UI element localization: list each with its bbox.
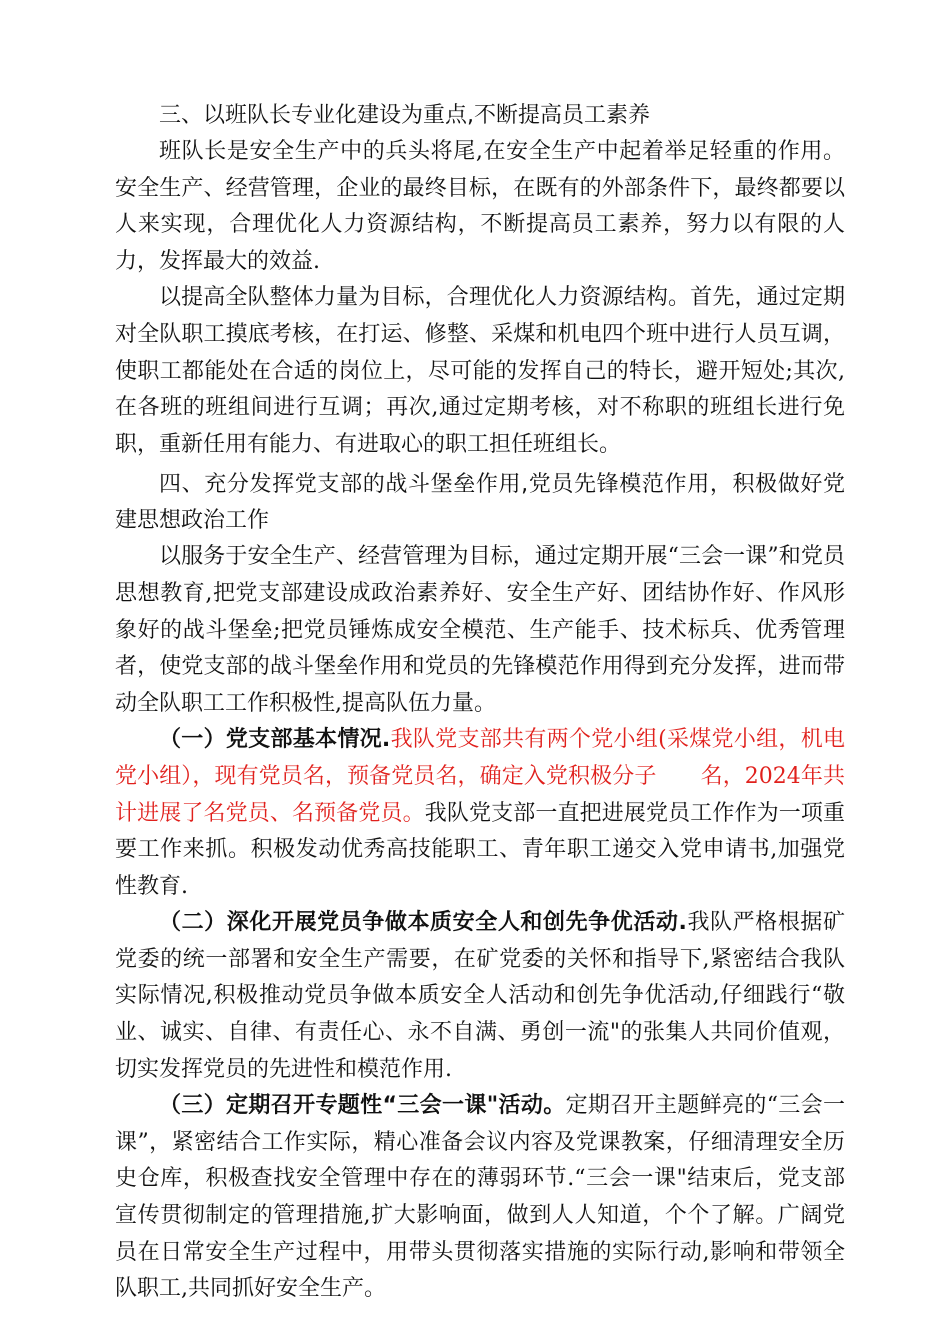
item-3-text: 定期召开主题鲜亮的“三会一课”，紧密结合工作实际，精心准备会议内容及党课教案，仔细清理安全历史仓库，积极查找安全管理中存在的薄弱环节.“三会一课"结束后，党支部宣传贯彻制定的管理措施,扩大影响面，做到人人知道，个个了解。广阔党员在日常安全生产过程中，用带头贯彻落实措施的实际行动,影响和带领全队职工,共同抓好安全生产。 [115, 1093, 845, 1302]
section-4-item-1 [115, 722, 845, 905]
section-4-item-3 [115, 1088, 845, 1308]
section-4-intro: 以服务于安全生产、经营管理为目标，通过定期开展“三会一课”和党员思想教育,把党支部建设成政治素养好、安全生产好、团结协作好、作风形象好的战斗堡垒;把党员锤炼成安全模范、生产能手、技术标兵、优秀管理者，使党支部的战斗堡垒作用和党员的先锋模范作用得到充分发挥，进而带动全队职工工作积极性,提高队伍力量。 [115, 544, 845, 716]
item-2-text: 我队严格根据矿党委的统一部署和安全生产需要，在矿党委的关怀和指导下,紧密结合我队实际情况,积极推动党员争做本质安全人活动和创先争优活动,仔细践行“敬业、诚实、自律、有责任心、永不自满、勇创一流"的张集人共同价值观，切实发挥党员的先进性和模范作用. [115, 910, 845, 1082]
section-3-paragraph-2: 以提高全队整体力量为目标，合理优化人力资源结构。首先，通过定期对全队职工摸底考核，在打运、修整、采煤和机电四个班中进行人员互调，使职工都能处在合适的岗位上，尽可能的发挥自己的特长，避开短处;其次,在各班的班组间进行互调；再次,通过定期考核，对不称职的班组长进行免职，重新任用有能力、有进取心的职工担任班组长。 [115, 285, 845, 457]
item-3-lead: （三）定期召开专题性“三会一课"活动。 [159, 1093, 566, 1119]
section-4-heading: 四、充分发挥党支部的战斗堡垒作用,党员先锋模范作用，积极做好党建思想政治工作 [115, 472, 845, 534]
document-body [115, 98, 845, 1308]
item-1-red-text: 我队党支部共有两个党小组(采煤党小组，机电党小组），现有党员名，预备党员名，确定入党积极分子 名，2024年共计进展了名党员、名预备党员。 [115, 727, 845, 826]
item-2-lead: （二）深化开展党员争做本质安全人和创先争优活动. [159, 910, 687, 936]
item-1-lead: （一）党支部基本情况. [159, 727, 391, 753]
section-4-item-2 [115, 905, 845, 1088]
section-3-heading: 三、以班队长专业化建设为重点,不断提高员工素养 [159, 103, 650, 128]
section-3-paragraph-1: 班队长是安全生产中的兵头将尾,在安全生产中起着举足轻重的作用。安全生产、经营管理，企业的最终目标，在既有的外部条件下，最终都要以人来实现，合理优化人力资源结构，不断提高员工素养，努力以有限的人力，发挥最大的效益. [115, 139, 845, 274]
item-1-text: 我队党支部一直把进展党员工作作为一项重要工作来抓。积极发动优秀高技能职工、青年职工递交入党申请书,加强党性教育. [115, 800, 845, 899]
